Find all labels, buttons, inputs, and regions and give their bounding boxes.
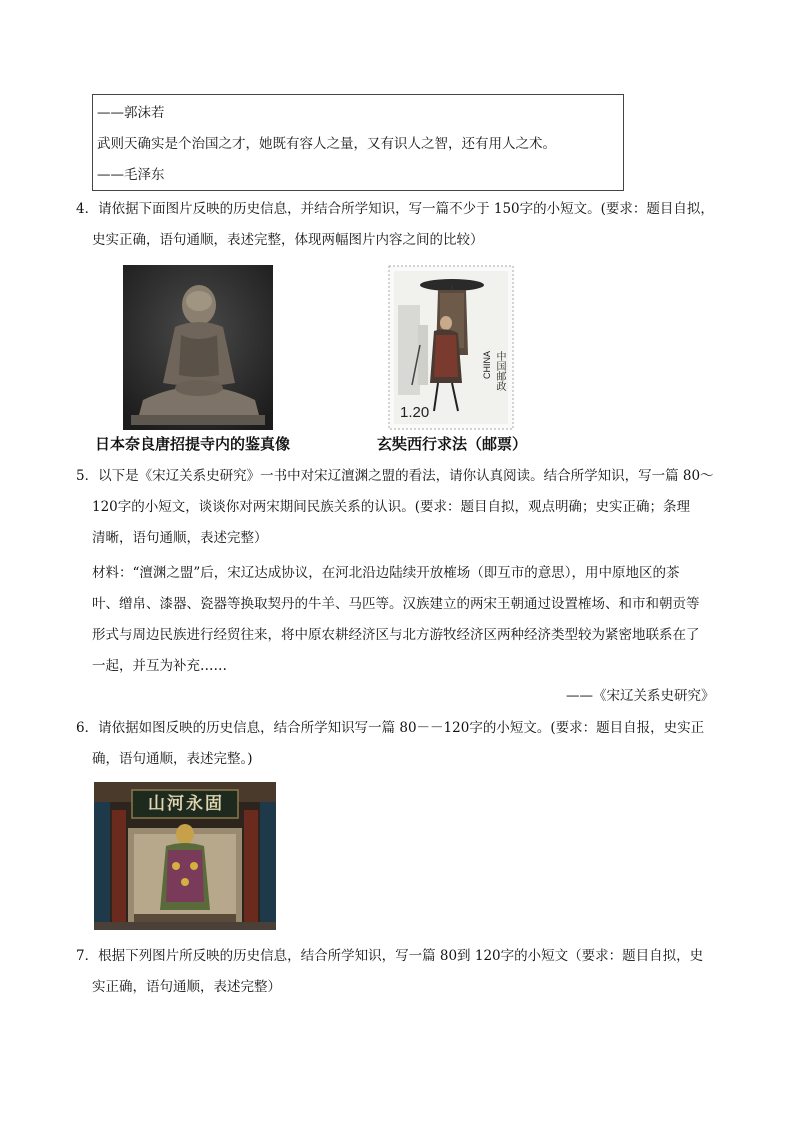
quote-author-mao: ——毛泽东 — [97, 167, 165, 183]
question-5-line-2: 120字的小短文，谈谈你对两宋期间民族关系的认识。(要求：题目自拟，观点明确；史实正确；条理 — [92, 499, 691, 515]
question-4-line-2: 史实正确，语句通顺，表述完整，体现两幅图片内容之间的比较） — [92, 232, 484, 248]
quote-box — [92, 94, 624, 191]
question-5-line-3: 清晰，语句通顺，表述完整） — [92, 530, 268, 546]
material-line-2: 叶、缯帛、漆器、瓷器等换取契丹的牛羊、马匹等。汉族建立的两宋王朝通过设置榷场、和市和朝贡等 — [92, 596, 700, 612]
question-4-line-1: 4．请依据下面图片反映的历史信息，并结合所学知识，写一篇不少于 150字的小短文。(要求：题目自拟， — [76, 201, 714, 217]
stamp-value: 1.20 — [400, 404, 430, 421]
question-6-line-1: 6．请依据如图反映的历史信息，结合所学知识写一篇 80－－120字的小短文。(要求：题目自报，史实正 — [76, 720, 705, 736]
caption-xuanzang: 玄奘西行求法（邮票） — [377, 435, 528, 453]
question-7-line-2: 实正确，语句通顺，表述完整） — [92, 979, 281, 995]
quote-text-mao: 武则天确实是个治国之才，她既有容人之量，又有识人之智，还有用人之术。 — [97, 136, 556, 152]
stamp-china: CHINA — [482, 351, 492, 380]
temple-statue-image — [94, 782, 276, 930]
question-7-line-1: 7．根据下列图片所反映的历史信息，结合所学知识，写一篇 80到 120字的小短文（要求：题目自拟，史 — [76, 948, 704, 964]
caption-jianzhen: 日本奈良唐招提寺内的鉴真像 — [95, 435, 291, 453]
jianzhen-statue-image — [123, 265, 273, 430]
xuanzang-stamp-image — [388, 265, 514, 430]
material-source: ——《宋辽关系史研究》 — [566, 688, 715, 704]
question-6-line-2: 确，语句通顺，表述完整。) — [92, 751, 253, 767]
material-line-1: 材料：“澶渊之盟”后，宋辽达成协议，在河北沿边陆续开放榷场（即互市的意思），用中原地区的茶 — [92, 565, 680, 581]
material-line-3: 形式与周边民族进行经贸往来，将中原农耕经济区与北方游牧经济区两种经济类型较为紧密地联系在了 — [92, 627, 700, 643]
question-5-line-1: 5．以下是《宋辽关系史研究》一书中对宋辽澶渊之盟的看法，请你认真阅读。结合所学知识，写一篇 80～ — [76, 468, 714, 484]
material-line-4: 一起，并互为补充…… — [92, 658, 227, 674]
stamp-country: 中国邮政 — [494, 351, 505, 391]
temple-plaque-text: 山河永固 — [148, 794, 224, 814]
quote-author-guo: ——郭沫若 — [97, 105, 165, 121]
